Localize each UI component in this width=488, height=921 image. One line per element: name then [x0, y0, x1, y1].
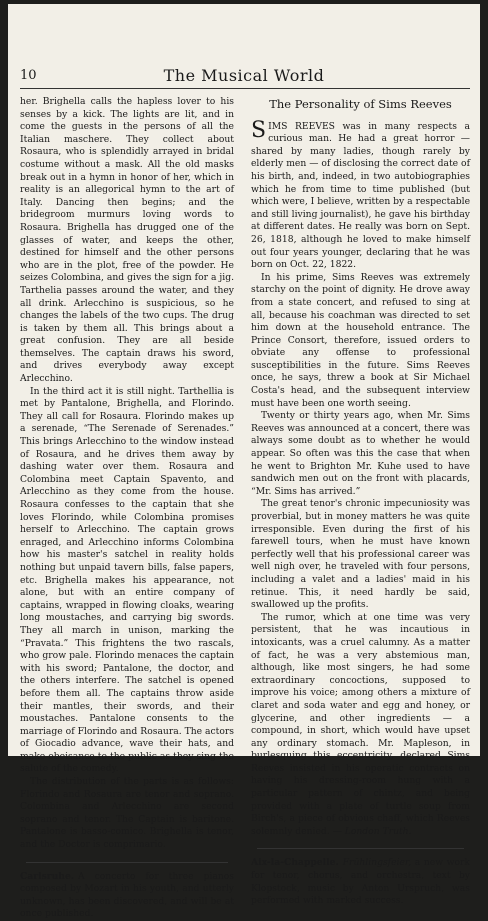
right-paragraph-5-text: The rumor, which at one time was very persistent, that he was incautious in intoxicants, was a cruel calumny. As a matter of fact, he was a very abstemious man, although, like most singers, he had some extraordinary concoctions, supposed to improve his voice; among others a mixture of claret and soda water and egg and honey, or glycerine, and other ingredients — a compound, in short, which would have upset any ordinary stomach. Mr. Mapleson, in burlesquing this eccentricity, declared Sims Reeves insisted in his operatic contracts on having his dressing-room hung with a particular pattern of chintz, and being provided with a plate of turtle soup from Birch's, a piece of obvious chaff, which Reeves solemnly denied.: [251, 611, 470, 837]
right-paragraph-2: In his prime, Sims Reeves was extremely starchy on the point of dignity. He drove away from a state concert, and refused to sing at all, because his coachman was directed to set him down at the household entrance. The Prince Consort, therefore, issued orders to obviate any offense to professional susceptibilities in the future. Sims Reeves once, he says, threw a book at Sir Michael Costa's head, and the subsequent interview must have been one worth seeing.: [251, 271, 470, 409]
running-title: The Musical World: [163, 66, 325, 85]
left-divider: [26, 862, 228, 863]
right-paragraph-1-text: IMS REEVES was in many respects a curious man. He had a great horror — shared by many ladies, though rarely by elderly men — of disclosing the correct date of his birth, and, indeed, in two autobiographies which he from time to time published (but which were, I believe, written by a respectable and still living journalist), he gave his birthday at different dates. He really was born on Sept. 26, 1818, although he loved to make himself out four years younger, declaring that he was born on Oct. 22, 1822.: [251, 120, 471, 271]
article-title: The Personality of Sims Reeves: [269, 97, 452, 111]
carlsruhe-heading: Carlsruhe.: [20, 870, 75, 882]
right-divider: [257, 848, 464, 849]
aix-text: a new work for tenor, chorus, and orchestra, text by Klopstock, music by Anton Urspruch, was performed with marked success.: [251, 857, 470, 907]
aix-heading: Aix-la-Chappelle.: [251, 857, 339, 869]
aix-note: [251, 857, 470, 907]
carlsruhe-text: A concerto for three pianos composed by Mozart in his youth, and utterly unknown, has been discovered, and will be at once published.: [20, 870, 234, 920]
left-paragraph-3: The distribution of the parts is as follows: Florindo and Rosaura are tenor and soprano. Colombina and Arlecchino are second soprano and tenor. The Captain is baritone. Pantalone is basso-comico. Brighella is tenor, and the Doctor is comprimario.: [20, 776, 234, 851]
aix-work-title: Frühlingsfeier,: [342, 857, 412, 869]
left-paragraph-2: In the third act it is still night. Tarthellia is met by Pantalone, Brighella, and Florindo. They all call for Rosaura. Florindo makes up a serenade, “The Serenade of Serenades.” This brings Arlecchino to the window instead of Rosaura, and he drives them away by dashing water over them. Rosaura and Colombina meet Captain Spavento, and Arlecchino as they come from the house. Rosaura confesses to the captain that she loves Florindo, while Colombina promises herself to Arlecchino. The captain grows enraged, and Arlecchino informs Colombina how his master's satchel in reality holds nothing but unpaid tavern bills, false papers, etc. Brighella makes his appearance, not alone, but with an entire company of captains, wrapped in flowing cloaks, wearing long moustaches, and carrying big swords. They all march in unison, marking the “Pravata.” This frightens the two rascals, who grow pale. Florindo menaces the captain with his sword; Pantalone, the doctor, and the others interfere. The satchel is opened before them all. The captains throw aside their mantles, their swords, and their moustaches. Pantalone consents to the marriage of Florindo and Rosaura. The actors of Giocadio advance, wave their hats, and make obeisance to the public as they sing the salute of the comedy.: [20, 385, 234, 775]
drop-cap: S: [251, 117, 267, 143]
carlsruhe-note: [20, 871, 234, 921]
header-rule: [20, 88, 470, 89]
right-paragraph-5: [251, 612, 470, 839]
source-credit: — London Truth.: [332, 825, 412, 837]
right-paragraph-3: Twenty or thirty years ago, when Mr. Sims Reeves was announced at a concert, there was always some doubt as to whether he would appear. So often was this the case that when he went to Brighton Mr. Kuhe used to have sandwich men out on the front with placards, “Mr. Sims has arrived.”: [251, 410, 470, 497]
right-paragraph-4: The great tenor's chronic impecuniosity was proverbial, but in money matters he was quite irresponsible. Even during the first of his farewell tours, when he must have known perfectly well that his professional career was well nigh over, he traveled with four persons, including a valet and a ladies' maid in his retinue. This, it need hardly be said, swallowed up the profits.: [251, 498, 470, 611]
right-column: [251, 96, 470, 908]
page-number: 10: [20, 68, 37, 83]
right-paragraph-1: [251, 117, 471, 272]
left-paragraph-1: her. Brighella calls the hapless lover to his senses by a kick. The lights are lit, and in come the guests in the persons of all the Italian maschere. They collect about Rosaura, who is splendidly arrayed in bridal costume without a mask. All the old masks break out in a hymn in honor of her, which in reality is an allegorical hymn to the art of Italy. Dancing then begins; and the bridegroom murmurs loving words to Rosaura. Brighella has drugged one of the glasses of water, and keeps the other, destined for himself and the other persons who are in the plot, free of the powder. He seizes Colombina, and gives the sign for a jig. Tarthelia passes around the water, and they all drink. Arlecchino is suspicious, so he changes the labels of the two cups. The drug is taken by them all. This brings about a great confusion. They are all beside themselves. The captain draws his sword, and drives everybody away except Arlecchino.: [20, 96, 234, 385]
magazine-page: [8, 4, 480, 920]
left-column: [20, 96, 234, 921]
